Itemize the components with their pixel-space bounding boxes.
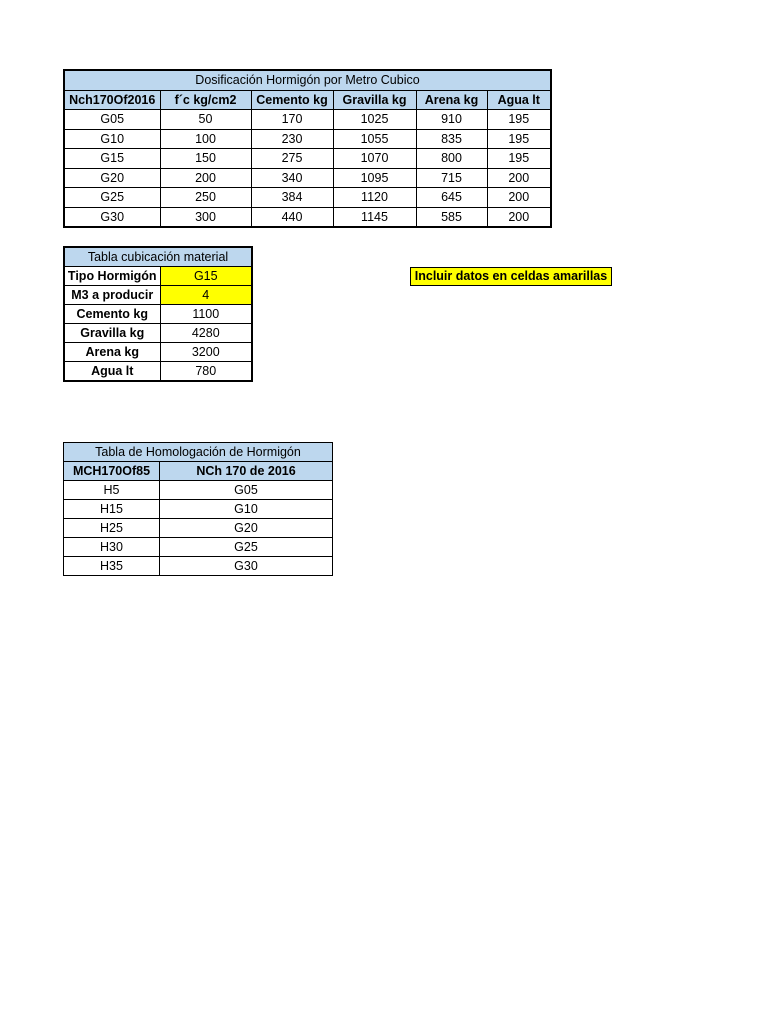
row-label[interactable]: Tipo Hormigón: [64, 267, 160, 286]
cell[interactable]: 170: [251, 110, 333, 130]
cell[interactable]: 1070: [333, 149, 416, 169]
cell[interactable]: 585: [416, 207, 487, 227]
cell[interactable]: 200: [487, 168, 551, 188]
cell[interactable]: G30: [160, 557, 333, 576]
cell[interactable]: 910: [416, 110, 487, 130]
cell[interactable]: 645: [416, 188, 487, 208]
header-cell[interactable]: MCH170Of85: [64, 462, 160, 481]
cell[interactable]: 1100: [160, 305, 252, 324]
cell[interactable]: G25: [160, 538, 333, 557]
cell[interactable]: 440: [251, 207, 333, 227]
cell[interactable]: G15: [64, 149, 160, 169]
cell[interactable]: H15: [64, 500, 160, 519]
row-label[interactable]: Agua lt: [64, 362, 160, 382]
table-row: [64, 481, 333, 500]
cell[interactable]: 1025: [333, 110, 416, 130]
table-row: [64, 188, 551, 208]
table-row: [64, 519, 333, 538]
row-label[interactable]: Cemento kg: [64, 305, 160, 324]
table-row: [64, 362, 252, 382]
header-cell[interactable]: Cemento kg: [251, 90, 333, 110]
cell[interactable]: G05: [160, 481, 333, 500]
table-row: [64, 557, 333, 576]
table-row: [64, 324, 252, 343]
cell[interactable]: G10: [160, 500, 333, 519]
cell[interactable]: G20: [160, 519, 333, 538]
table-row: [64, 286, 252, 305]
cell[interactable]: H5: [64, 481, 160, 500]
table-row: [64, 110, 551, 130]
cell[interactable]: G25: [64, 188, 160, 208]
cell[interactable]: 150: [160, 149, 251, 169]
cell[interactable]: 300: [160, 207, 251, 227]
cell[interactable]: H30: [64, 538, 160, 557]
table-row: [64, 343, 252, 362]
tipo-hormigon-input-cell[interactable]: G15: [160, 267, 252, 286]
homologacion-title[interactable]: Tabla de Homologación de Hormigón: [64, 443, 333, 462]
cell[interactable]: 200: [160, 168, 251, 188]
cell[interactable]: G30: [64, 207, 160, 227]
table-row: [64, 305, 252, 324]
table-row: [64, 168, 551, 188]
cell[interactable]: 50: [160, 110, 251, 130]
cell[interactable]: 275: [251, 149, 333, 169]
m3-input-cell[interactable]: 4: [160, 286, 252, 305]
cell[interactable]: H35: [64, 557, 160, 576]
cell[interactable]: 1055: [333, 129, 416, 149]
table-row: [64, 500, 333, 519]
cell[interactable]: H25: [64, 519, 160, 538]
cell[interactable]: 195: [487, 149, 551, 169]
homologacion-table: [63, 442, 333, 576]
cell[interactable]: G05: [64, 110, 160, 130]
cell[interactable]: 780: [160, 362, 252, 382]
header-cell[interactable]: f´c kg/cm2: [160, 90, 251, 110]
dosificacion-table: [63, 69, 552, 228]
header-cell[interactable]: Arena kg: [416, 90, 487, 110]
cell[interactable]: 100: [160, 129, 251, 149]
dosificacion-title[interactable]: Dosificación Hormigón por Metro Cubico: [64, 70, 551, 90]
cell[interactable]: G10: [64, 129, 160, 149]
cell[interactable]: 1145: [333, 207, 416, 227]
cell[interactable]: 195: [487, 129, 551, 149]
homologacion-title-row: [64, 443, 333, 462]
cell[interactable]: 200: [487, 207, 551, 227]
header-cell[interactable]: Agua lt: [487, 90, 551, 110]
cell[interactable]: 1095: [333, 168, 416, 188]
cell[interactable]: 200: [487, 188, 551, 208]
dosificacion-title-row: [64, 70, 551, 90]
header-cell[interactable]: Nch170Of2016: [64, 90, 160, 110]
table-row: [64, 207, 551, 227]
table-row: [64, 267, 252, 286]
cell[interactable]: 800: [416, 149, 487, 169]
row-label[interactable]: Gravilla kg: [64, 324, 160, 343]
cubicacion-title-row: [64, 247, 252, 267]
instruction-note[interactable]: Incluir datos en celdas amarillas: [410, 267, 612, 286]
table-row: [64, 538, 333, 557]
cell[interactable]: 715: [416, 168, 487, 188]
cell[interactable]: 3200: [160, 343, 252, 362]
cell[interactable]: 4280: [160, 324, 252, 343]
cell[interactable]: 835: [416, 129, 487, 149]
row-label[interactable]: M3 a producir: [64, 286, 160, 305]
cell[interactable]: 195: [487, 110, 551, 130]
cell[interactable]: 250: [160, 188, 251, 208]
cubicacion-table: [63, 246, 253, 382]
header-cell[interactable]: NCh 170 de 2016: [160, 462, 333, 481]
homologacion-header-row: [64, 462, 333, 481]
cell[interactable]: 1120: [333, 188, 416, 208]
cell[interactable]: 230: [251, 129, 333, 149]
row-label[interactable]: Arena kg: [64, 343, 160, 362]
cell[interactable]: G20: [64, 168, 160, 188]
cubicacion-title[interactable]: Tabla cubicación material: [64, 247, 252, 267]
table-row: [64, 129, 551, 149]
cell[interactable]: 340: [251, 168, 333, 188]
dosificacion-header-row: [64, 90, 551, 110]
table-row: [64, 149, 551, 169]
header-cell[interactable]: Gravilla kg: [333, 90, 416, 110]
cell[interactable]: 384: [251, 188, 333, 208]
